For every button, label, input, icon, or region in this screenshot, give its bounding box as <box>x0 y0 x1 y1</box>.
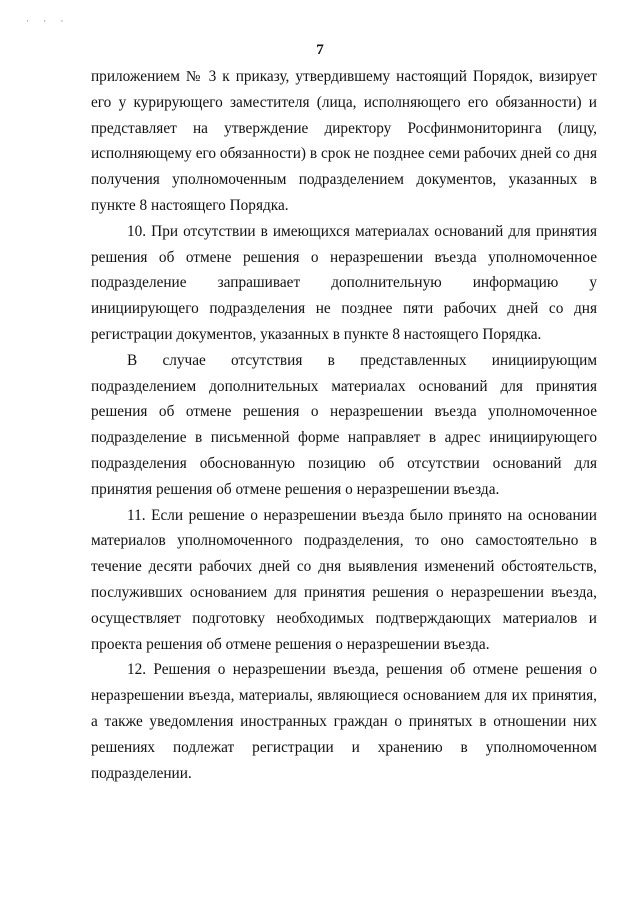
paragraph-absence-case: В случае отсутствия в представленных инициирующим подразделением дополнительных материалах оснований для принятия решения об отмене решения о неразрешении въезда уполномоченное подразделение в письменной форме направляет в адрес инициирующего подразделения обоснованную позицию об отсутствии оснований для принятия решения об отмене решения о неразрешении въезда. <box>91 351 597 498</box>
scan-marks: · · · <box>26 16 70 26</box>
paragraph-item-12: 12. Решения о неразрешении въезда, решения об отмене решения о неразрешении въезда, материалы, являющиеся основанием для их принятия, а также уведомления иностранных граждан о принятых в отношении них решениях подлежат регистрации и хранению в уполномоченном подразделении. <box>91 661 597 782</box>
page-number: 7 <box>316 42 324 58</box>
document-body <box>91 64 597 786</box>
paragraph-continuation: приложением № 3 к приказу, утвердившему настоящий Порядок, визирует его у курирующего заместителя (лица, исполняющего его обязанности) и представляет на утверждение директору Росфинмониторинга (лицу, исполняющему его обязанности) в срок не позднее семи рабочих дней со дня получения уполномоченным подразделением документов, указанных в пункте 8 настоящего Порядка. <box>91 68 597 214</box>
paragraph-item-11: 11. Если решение о неразрешении въезда было принято на основании материалов уполномоченного подразделения, то оно самостоятельно в течение десяти рабочих дней со дня выявления изменений обстоятельств, послуживших основанием для принятия решения о неразрешении въезда, осуществляет подготовку необходимых подтверждающих материалов и проекта решения об отмене решения о неразрешении въезда. <box>91 506 597 653</box>
paragraph-item-10: 10. При отсутствии в имеющихся материалах оснований для принятия решения об отмене решения о неразрешении въезда уполномоченное подразделение запрашивает дополнительную информацию у инициирующего подразделения не позднее пяти рабочих дней со дня регистрации документов, указанных в пункте 8 настоящего Порядка. <box>91 222 597 343</box>
